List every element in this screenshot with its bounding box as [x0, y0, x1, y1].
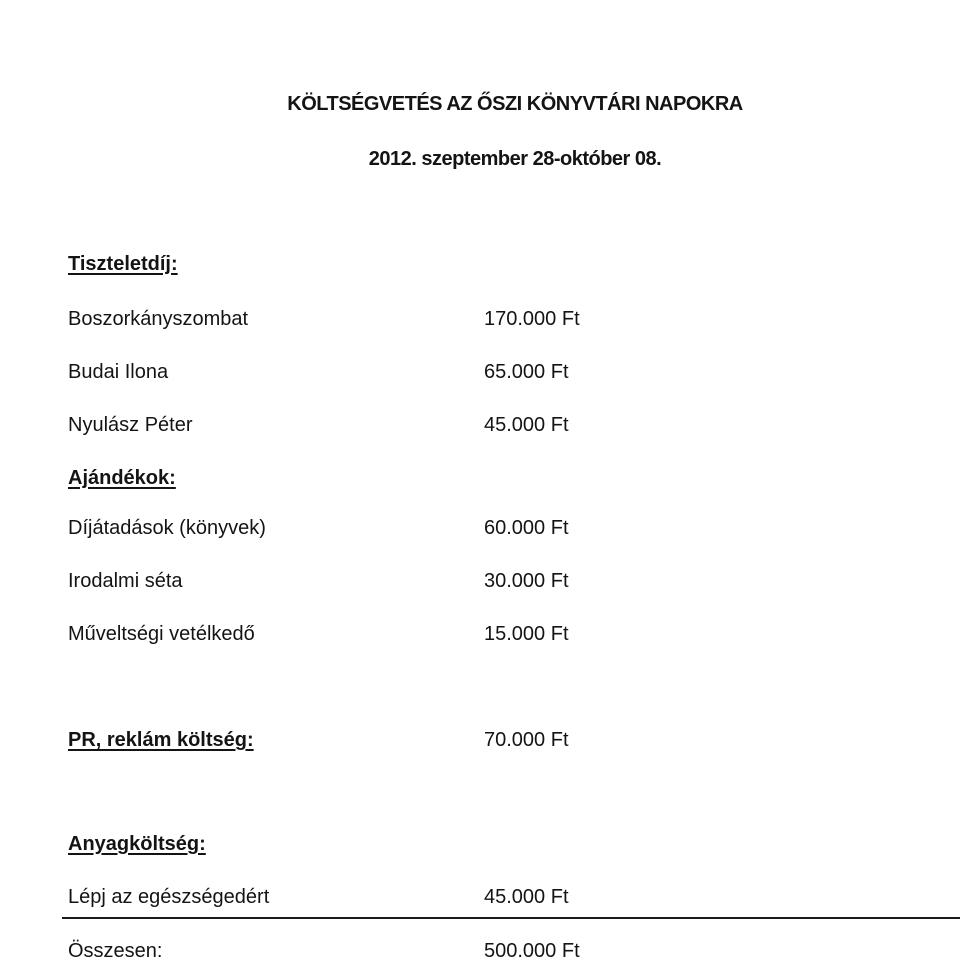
line-item-label: Műveltségi vetélkedő — [68, 623, 255, 645]
line-item-amount: 15.000 Ft — [484, 623, 569, 645]
line-item-amount: 30.000 Ft — [484, 570, 569, 592]
total-amount: 500.000 Ft — [484, 940, 580, 962]
document-title: KÖLTSÉGVETÉS AZ ŐSZI KÖNYVTÁRI NAPOKRA — [287, 93, 743, 115]
document-date-range: 2012. szeptember 28-október 08. — [368, 148, 662, 170]
line-item-label: Boszorkányszombat — [68, 308, 249, 330]
line-item-amount: 45.000 Ft — [484, 414, 569, 436]
line-item-amount: 60.000 Ft — [484, 517, 569, 539]
line-item-label: Lépj az egészségedért — [68, 886, 270, 908]
line-item-label: Budai Ilona — [68, 361, 169, 383]
section-heading-pr: PR, reklám költség: — [68, 729, 254, 751]
section-heading-materials: Anyagköltség: — [68, 833, 206, 855]
line-item-amount: 45.000 Ft — [484, 886, 569, 908]
total-divider — [62, 917, 960, 919]
line-item-label: Díjátadások (könyvek) — [68, 517, 266, 539]
line-item-label: Nyulász Péter — [68, 414, 193, 436]
line-item-amount: 65.000 Ft — [484, 361, 569, 383]
pr-amount: 70.000 Ft — [484, 729, 569, 751]
line-item-amount: 170.000 Ft — [484, 308, 580, 330]
section-heading-honorarium: Tiszteletdíj: — [68, 253, 178, 275]
line-item-label: Irodalmi séta — [68, 570, 183, 592]
section-heading-gifts: Ajándékok: — [68, 467, 176, 489]
total-label: Összesen: — [68, 940, 163, 962]
